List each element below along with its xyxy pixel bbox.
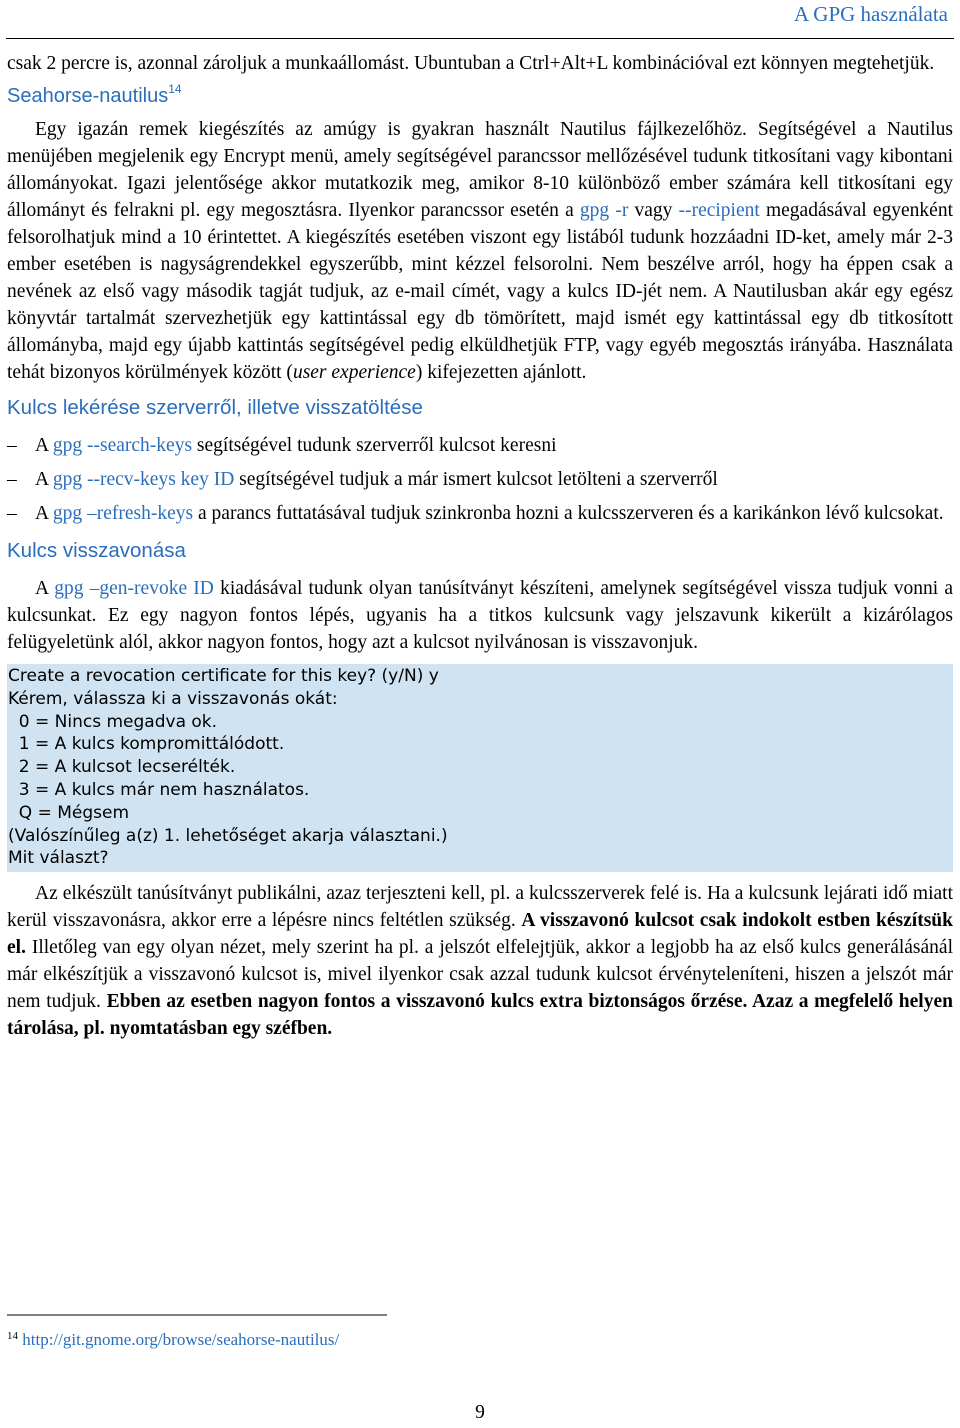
footnote-link[interactable]: http://git.gnome.org/browse/seahorse-nautilus/: [22, 1330, 340, 1349]
list-item-text: segítségével tudjuk a már ismert kulcsot letölteni a szerverről: [234, 469, 718, 490]
revoke-text-post: kiadásával tudunk olyan tanúsítványt készíteni, amelynek segítségével vissza tudjuk vonni a kulcsunkat. Ez egy nagyon fontos lépés, ugyanis ha a titkos kulcsunk vagy jelszavunk kikerült a kizárólagos felügyeletünk alól, akkor nagyon fontos, hogy azt a kulcsot nyilvánosan is visszavonjuk.: [7, 578, 953, 653]
footnote: [7, 1330, 339, 1350]
section-heading-revoke: Kulcs visszavonása: [7, 539, 186, 562]
seahorse-text-b: vagy: [628, 200, 679, 221]
seahorse-text-c: megadásával egyenként felsorolhatjuk mind a 10 érintettet. A kiegészítés esetében viszont egy listából tudunk hozzáadni ID-ket, amely már 2-3 ember esetében is nagyságrendekkel egyszerűbb, mint kézzel felsorolni. Nem beszélve arról, hogy ha éppen csak a nevének az első vagy második tagját tudjuk, az e-mail címét, vagy a kulcs ID-jét nem. A Nautilusban akár egy egész könyvtár tartalmát szervezhetjük egy kattintással egy db tömörített, majd ismét egy kattintással egy db titkosított állományba, majd egy újabb kattintás segítségével pedig elküldhetjük FTP, vagy egyéb megosztás irányába. Használata tehát bizonyos körülmények között (: [7, 200, 953, 383]
footnote-separator: [7, 1314, 387, 1316]
bold-statement-2: Ebben az esetben nagyon fontos a visszavonó kulcs extra biztonságos őrzése. Azaz a megfelelő helyen tárolása, pl. nyomtatásban egy széfben.: [7, 991, 953, 1040]
command-recipient: --recipient: [678, 200, 760, 221]
after-code-text-2: Illetőleg van egy olyan nézet, mely szerint ha pl. a jelszót elfelejtjük, akkor a legjobb ha az első kulcs generálásánál már elkészítjük a visszavonó kulcsot is, mivel ilyenkor csak azzal tudunk kulcsot érvényteleníteni, hiszen a jelszót már nem tudjuk.: [7, 937, 953, 1013]
dash-bullet: –: [7, 503, 17, 524]
list-item: [7, 466, 953, 493]
code-line: Mit választ?: [8, 848, 109, 869]
header-title: A GPG használata: [794, 2, 948, 26]
list-item: [7, 500, 953, 527]
list-item-text: a parancs futtatásával tudjuk szinkronba hozni a kulcsszerveren és a karikánkon lévő kulcsokat.: [193, 503, 944, 524]
code-line: 2 = A kulcsot lecserélték.: [8, 757, 236, 778]
after-code-paragraph: [7, 880, 953, 1042]
intro-paragraph: csak 2 percre is, azonnal zároljuk a munkaállomást. Ubuntuban a Ctrl+Alt+L kombinációval ezt könnyen megtehetjük.: [7, 53, 935, 74]
code-block: [7, 664, 953, 872]
dash-bullet: –: [7, 469, 17, 490]
code-line: 0 = Nincs megadva ok.: [8, 711, 218, 732]
code-line: 3 = A kulcs már nem használatos.: [8, 779, 310, 800]
command-search-keys: gpg --search-keys: [52, 435, 193, 456]
code-line: Kérem, válassza ki a visszavonás okát:: [8, 688, 338, 709]
after-code-text-1: Az elkészült tanúsítványt publikálni, azaz terjeszteni kell, pl. a kulcsszerverek felé is. Ha a kulcsunk lejárati idő miatt kerül visszavonásra, akkor erre a lépésre nincs feltétlen szükség.: [7, 883, 953, 932]
dash-bullet: –: [7, 435, 17, 456]
list-item: [7, 432, 953, 459]
list-item-text: A: [35, 435, 53, 456]
seahorse-paragraph: [7, 116, 953, 386]
code-line: Create a revocation certificate for this key? (y/N) y: [8, 666, 439, 686]
code-line: 1 = A kulcs kompromittálódott.: [8, 734, 285, 755]
revoke-text-pre: A: [35, 578, 55, 599]
list-item-text: A: [35, 469, 53, 490]
seahorse-text-d: ) kifejezetten ajánlott.: [415, 362, 587, 383]
command-recv-keys: gpg --recv-keys key ID: [52, 469, 235, 490]
code-line: (Valószínűleg a(z) 1. lehetőséget akarja választani.): [8, 825, 448, 846]
seahorse-text-a: Egy igazán remek kiegészítés az amúgy is gyakran használt Nautilus fájlkezelőhöz. Segítségével a Nautilus menüjében megjelenik egy Encrypt menü, amely segítségével parancssor mellőzésével tudunk titkosítani vagy kibontani állományokat. Igazi jelentősége akkor mutatkozik meg, amikor 8-10 különböző ember számára kell titkosítani egy állományt és felrakni pl. egy megosztásra. Ilyenkor parancssor esetén a: [7, 119, 953, 221]
page-header: [0, 0, 960, 42]
italic-term: user experience: [292, 362, 416, 383]
revoke-paragraph: [7, 575, 953, 656]
page-number: 9: [475, 1402, 485, 1423]
section-heading-seahorse: [7, 82, 953, 110]
code-line: Q = Mégsem: [8, 802, 130, 823]
list-item-text: segítségével tudunk szerverről kulcsot keresni: [192, 435, 557, 456]
footnote-reference[interactable]: 14: [168, 82, 182, 96]
bold-statement-1: A visszavonó kulcsot csak indokolt estben készítsük el.: [7, 910, 953, 959]
footnote-mark: 14: [7, 1330, 18, 1342]
keyserver-list: [7, 432, 953, 527]
section-heading-keyserver: Kulcs lekérése szerverről, illetve visszatöltése: [7, 396, 423, 419]
list-item-text: A: [35, 503, 53, 524]
command-refresh-keys: gpg –refresh-keys: [52, 503, 194, 524]
header-rule: [6, 38, 954, 39]
seahorse-heading-text: Seahorse-nautilus: [7, 85, 169, 107]
page-content: [7, 50, 953, 1042]
command-gpg-r: gpg -r: [579, 200, 629, 221]
command-gen-revoke: gpg –gen-revoke ID: [54, 578, 214, 599]
